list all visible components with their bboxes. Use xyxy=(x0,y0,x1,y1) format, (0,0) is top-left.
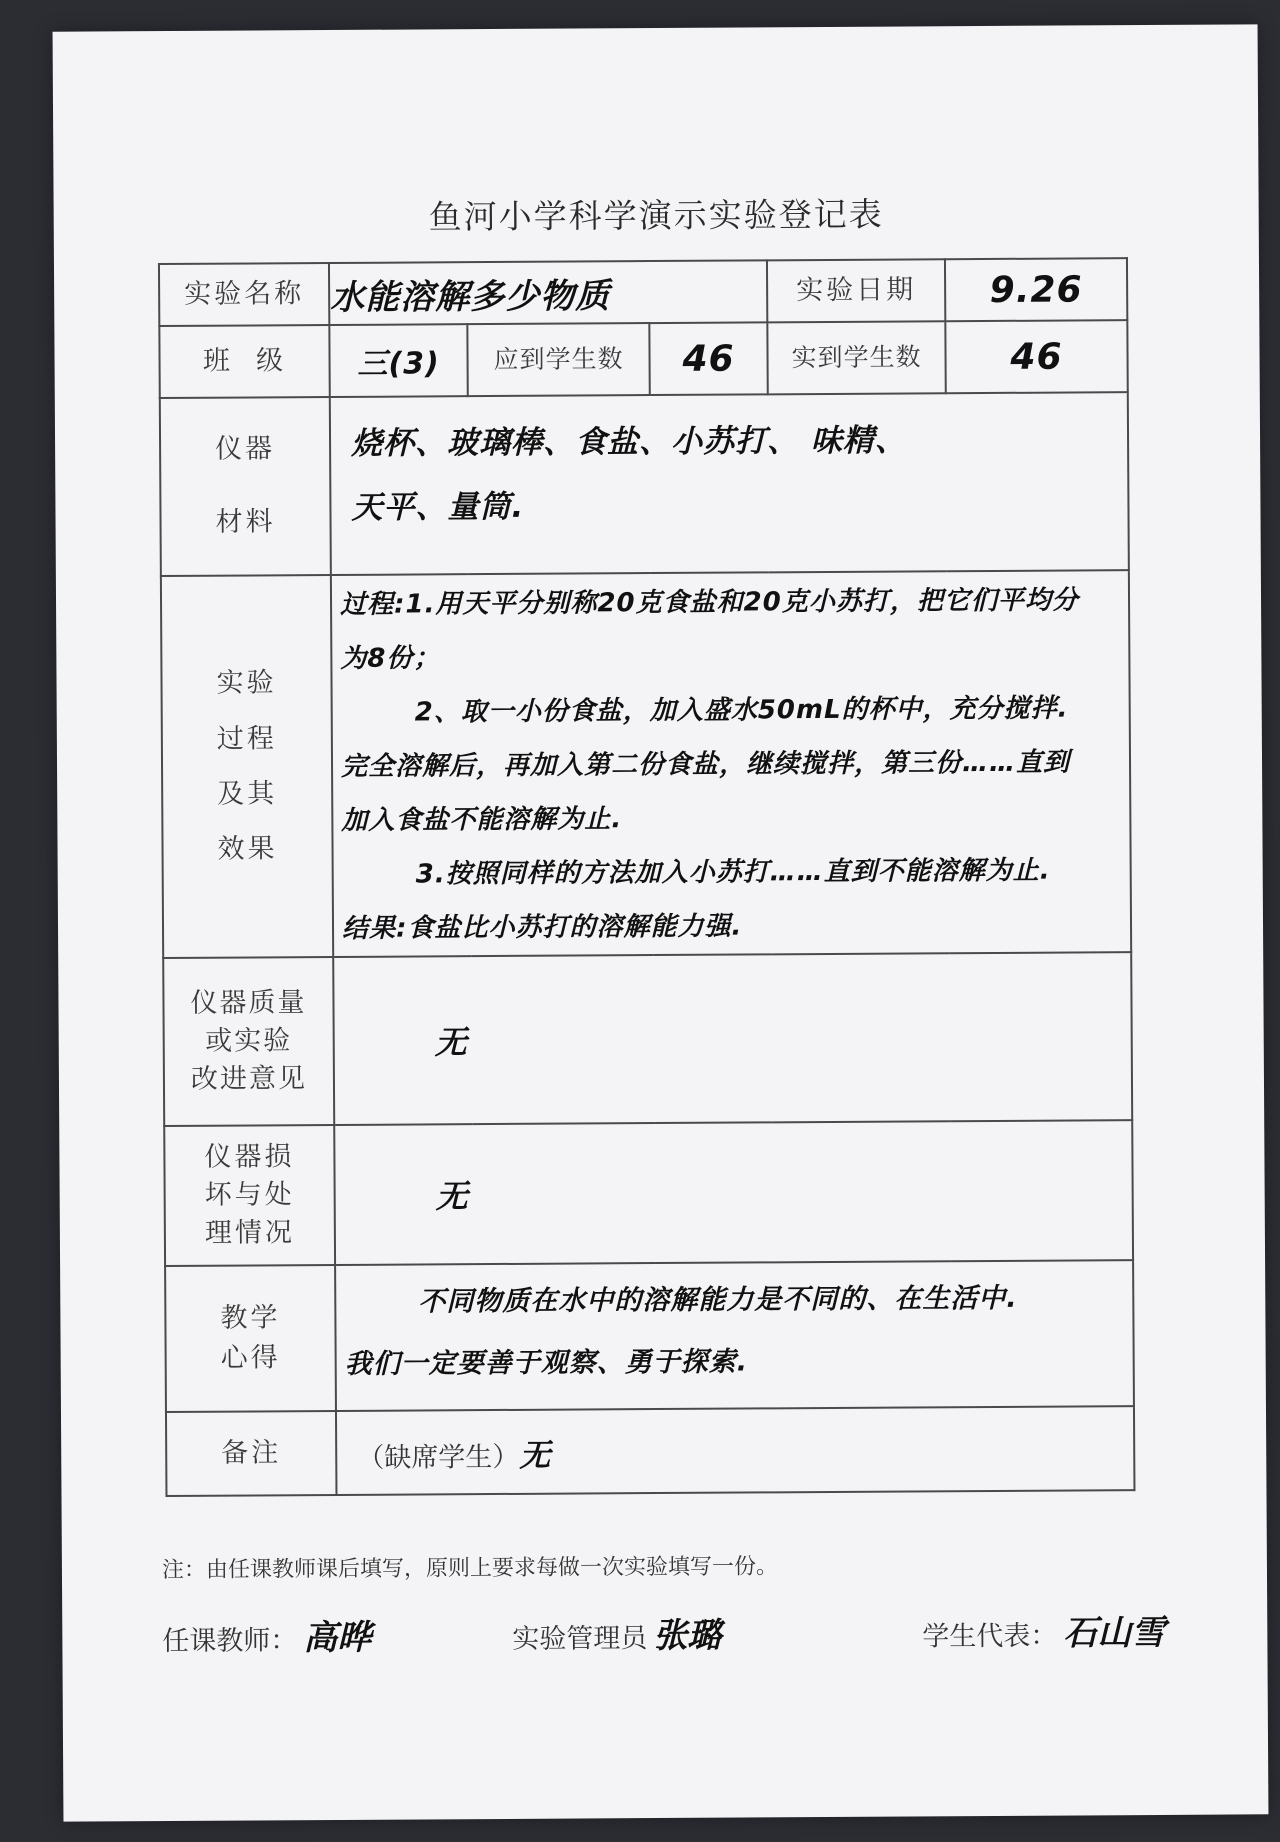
label-damage xyxy=(164,1125,335,1266)
process-line-7: 结果:食盐比小苏打的溶解能力强. xyxy=(341,911,743,944)
row-remarks xyxy=(166,1406,1134,1496)
value-experiment-name: 水能溶解多少物质 xyxy=(329,260,767,325)
row-quality xyxy=(163,952,1132,1126)
process-line-4: 完全溶解后，再加入第二份食盐，继续搅拌，第三份……直到 xyxy=(340,747,1071,782)
label-materials-line2: 材料 xyxy=(215,506,276,538)
admin-label: 实验管理员 xyxy=(512,1623,648,1655)
label-class: 班 级 xyxy=(159,325,329,398)
signature-footer xyxy=(162,1605,1187,1671)
teacher-signature-block xyxy=(162,1610,371,1660)
value-materials xyxy=(330,392,1129,575)
row-name-date xyxy=(159,258,1127,326)
materials-line-1: 烧杯、玻璃棒、食盐、小苏打、 味精、 xyxy=(350,422,907,462)
teacher-label: 任课教师： xyxy=(162,1625,298,1658)
label-quality xyxy=(163,957,334,1126)
student-label: 学生代表： xyxy=(922,1620,1058,1653)
label-damage-line3: 理情况 xyxy=(204,1217,295,1249)
process-line-3: 2、取一小份食盐，加入盛水50mL的杯中，充分搅拌. xyxy=(414,693,1069,728)
row-process xyxy=(161,570,1131,958)
teacher-signature: 高晔 xyxy=(303,1617,372,1659)
form-paper xyxy=(53,24,1269,1821)
label-materials xyxy=(160,397,331,576)
label-reflection-line2: 心得 xyxy=(220,1342,281,1374)
value-damage: 无 xyxy=(334,1120,1133,1265)
label-actual-students: 实到学生数 xyxy=(767,321,945,394)
student-signature: 石山雪 xyxy=(1063,1612,1166,1654)
label-reflection xyxy=(165,1265,336,1412)
value-reflection xyxy=(335,1260,1134,1411)
label-process-line2: 过程 xyxy=(216,722,277,755)
value-experiment-date: 9.26 xyxy=(945,258,1127,321)
label-process-line4: 效果 xyxy=(217,833,278,866)
value-actual-students: 46 xyxy=(945,320,1127,393)
process-line-2: 为8份； xyxy=(340,643,441,674)
process-line-6: 3.按照同样的方法加入小苏打……直到不能溶解为止. xyxy=(415,855,1051,890)
process-line-1: 过程:1.用天平分别称20克食盐和20克小苏打，把它们平均分 xyxy=(339,585,1079,620)
value-class: 三(3) xyxy=(329,324,467,397)
student-signature-block xyxy=(922,1605,1165,1655)
remarks-prefix: （缺席学生） xyxy=(357,1441,520,1474)
admin-signature-block xyxy=(512,1608,721,1658)
process-line-5: 加入食盐不能溶解为止. xyxy=(341,804,623,836)
label-expected-students: 应到学生数 xyxy=(467,323,649,396)
label-materials-line1: 仪器 xyxy=(215,433,276,466)
admin-signature: 张璐 xyxy=(653,1615,722,1657)
form-title: 鱼河小学科学演示实验登记表 xyxy=(428,194,884,237)
row-damage xyxy=(164,1120,1133,1266)
label-experiment-date: 实验日期 xyxy=(767,259,945,322)
form-note: 注：由任课教师课后填写，原则上要求每做一次实验填写一份。 xyxy=(161,1554,779,1584)
row-materials xyxy=(160,392,1129,576)
label-process-line3: 及其 xyxy=(217,778,278,810)
value-remarks xyxy=(336,1406,1134,1495)
label-experiment-name: 实验名称 xyxy=(159,263,329,326)
label-quality-line2: 或实验 xyxy=(205,1025,293,1057)
row-class-counts xyxy=(159,320,1127,398)
label-remarks: 备注 xyxy=(166,1411,337,1496)
label-quality-line1: 仪器质量 xyxy=(190,987,307,1020)
label-reflection-line1: 教学 xyxy=(220,1301,281,1334)
label-quality-line3: 改进意见 xyxy=(190,1063,308,1095)
row-reflection xyxy=(165,1260,1134,1412)
remarks-value: 无 xyxy=(519,1437,552,1474)
value-expected-students: 46 xyxy=(649,322,767,395)
label-process-line1: 实验 xyxy=(216,667,277,700)
materials-line-2: 天平、量筒. xyxy=(351,488,525,526)
reflection-line-1: 不同物质在水中的溶解能力是不同的、在生活中. xyxy=(418,1282,1018,1318)
label-damage-line2: 坏与处 xyxy=(204,1179,295,1211)
experiment-registration-table xyxy=(158,257,1136,1497)
value-process xyxy=(331,570,1131,957)
label-process xyxy=(161,575,333,958)
reflection-line-2: 我们一定要善于观察、勇于探索. xyxy=(344,1346,749,1380)
label-damage-line1: 仪器损 xyxy=(204,1141,295,1174)
value-quality: 无 xyxy=(333,952,1132,1125)
